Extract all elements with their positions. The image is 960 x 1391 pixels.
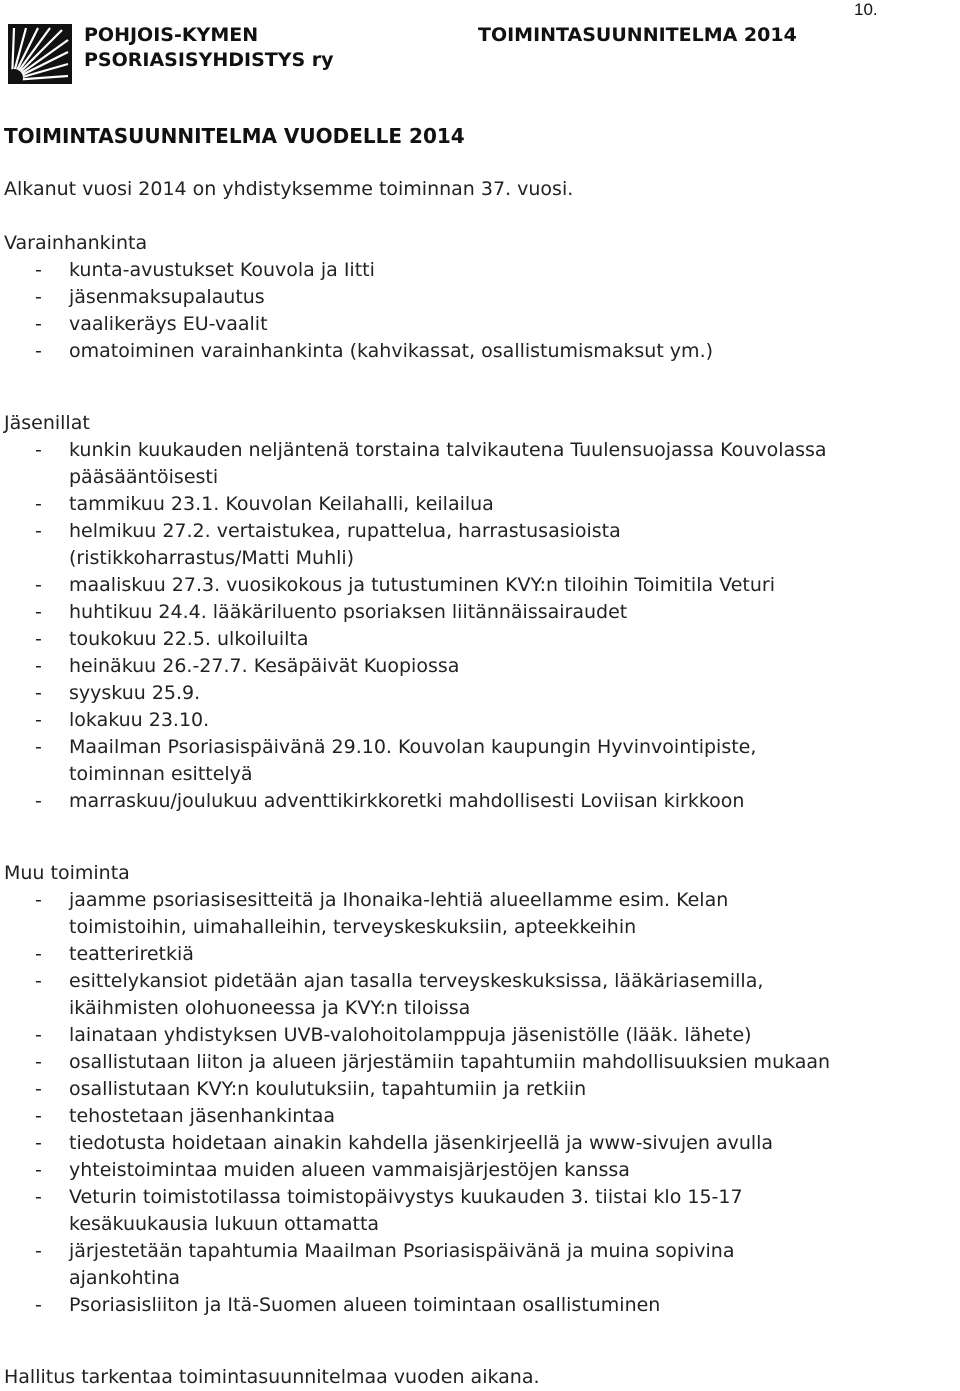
bullet-dash: - (35, 1132, 42, 1154)
list-item (4, 968, 830, 1022)
closing-text: Hallitus tarkentaa toimintasuunnitelmaa vuoden aikana. (4, 1366, 540, 1388)
bullet-dash: - (35, 313, 42, 335)
bullet-dash: - (35, 493, 42, 515)
list-item (4, 1049, 830, 1076)
list-item-text: esittelykansiot pidetään ajan tasalla terveyskeskuksissa, lääkäriasemilla, (69, 970, 764, 992)
list-item (4, 788, 827, 815)
bullet-dash: - (35, 1186, 42, 1208)
list-item-text: kunta-avustukset Kouvola ja Iitti (69, 259, 375, 281)
list-item (4, 437, 827, 491)
list-item (4, 1103, 830, 1130)
section-heading-other: Muu toiminta (4, 862, 130, 884)
list-item-text: osallistutaan KVY:n koulutuksiin, tapahtumiin ja retkiin (69, 1078, 587, 1100)
list-item-text: toukokuu 22.5. ulkoiluilta (69, 628, 309, 650)
list-item-text: tammikuu 23.1. Kouvolan Keilahalli, keilailua (69, 493, 494, 515)
list-item-continuation: toiminnan esittelyä (69, 763, 253, 785)
list-item-continuation: kesäkuukausia lukuun ottamatta (69, 1213, 380, 1235)
list-item-text: teatteriretkiä (69, 943, 194, 965)
list-item (4, 572, 827, 599)
bullet-dash: - (35, 970, 42, 992)
list-item (4, 518, 827, 572)
section-heading-member-evenings: Jäsenillat (4, 412, 90, 434)
bullet-dash: - (35, 340, 42, 362)
list-item (4, 1292, 830, 1319)
bullet-dash: - (35, 709, 42, 731)
list-item (4, 734, 827, 788)
bullet-dash: - (35, 790, 42, 812)
list-item (4, 1238, 830, 1292)
bullet-dash: - (35, 1294, 42, 1316)
list-item-text: huhtikuu 24.4. lääkäriluento psoriaksen liitännäissairaudet (69, 601, 628, 623)
bullet-dash: - (35, 286, 42, 308)
list-item-text: jäsenmaksupalautus (69, 286, 265, 308)
list-item-text: Veturin toimistotilassa toimistopäivystys kuukauden 3. tiistai klo 15-17 (69, 1186, 743, 1208)
list-item (4, 941, 830, 968)
bullet-dash: - (35, 1240, 42, 1262)
list-item (4, 1157, 830, 1184)
list-item-text: syyskuu 25.9. (69, 682, 201, 704)
list-item-text: omatoiminen varainhankinta (kahvikassat, osallistumismaksut ym.) (69, 340, 714, 362)
sun-rays-logo-icon (8, 24, 72, 84)
bullet-dash: - (35, 520, 42, 542)
list-item-continuation: ajankohtina (69, 1267, 181, 1289)
list-item-text: marraskuu/joulukuu adventtikirkkoretki mahdollisesti Loviisan kirkkoon (69, 790, 745, 812)
fundraising-list (4, 257, 713, 365)
bullet-dash: - (35, 889, 42, 911)
page-header (0, 0, 960, 96)
list-item-continuation: (ristikkoharrastus/Matti Muhli) (69, 547, 355, 569)
bullet-dash: - (35, 259, 42, 281)
list-item (4, 626, 827, 653)
list-item (4, 491, 827, 518)
other-activities-list (4, 887, 830, 1319)
list-item-text: osallistutaan liiton ja alueen järjestämiin tapahtumiin mahdollisuuksien mukaan (69, 1051, 831, 1073)
bullet-dash: - (35, 628, 42, 650)
list-item (4, 1076, 830, 1103)
list-item-text: lainataan yhdistyksen UVB-valohoitolamppuja jäsenistölle (lääk. lähete) (69, 1024, 752, 1046)
list-item-text: vaalikeräys EU-vaalit (69, 313, 268, 335)
section-heading-fundraising: Varainhankinta (4, 232, 148, 254)
list-item-text: helmikuu 27.2. vertaistukea, rupattelua, harrastusasioista (69, 520, 621, 542)
bullet-dash: - (35, 601, 42, 623)
bullet-dash: - (35, 1105, 42, 1127)
bullet-dash: - (35, 736, 42, 758)
list-item-continuation: ikäihmisten olohuoneessa ja KVY:n tiloissa (69, 997, 471, 1019)
list-item-text: lokakuu 23.10. (69, 709, 210, 731)
member-evenings-list (4, 437, 827, 815)
list-item (4, 1022, 830, 1049)
list-item (4, 284, 713, 311)
organization-name (84, 23, 334, 73)
list-item-text: yhteistoimintaa muiden alueen vammaisjärjestöjen kanssa (69, 1159, 630, 1181)
document-title: TOIMINTASUUNNITELMA VUODELLE 2014 (4, 124, 465, 148)
bullet-dash: - (35, 1051, 42, 1073)
list-item-text: Psoriasisliiton ja Itä-Suomen alueen toimintaan osallistuminen (69, 1294, 661, 1316)
list-item (4, 599, 827, 626)
bullet-dash: - (35, 574, 42, 596)
list-item-continuation: pääsääntöisesti (69, 466, 219, 488)
list-item (4, 653, 827, 680)
header-title: TOIMINTASUUNNITELMA 2014 (478, 24, 797, 46)
bullet-dash: - (35, 943, 42, 965)
list-item (4, 887, 830, 941)
list-item-text: maaliskuu 27.3. vuosikokous ja tutustuminen KVY:n tiloihin Toimitila Veturi (69, 574, 775, 596)
bullet-dash: - (35, 682, 42, 704)
list-item (4, 257, 713, 284)
list-item (4, 338, 713, 365)
bullet-dash: - (35, 439, 42, 461)
list-item-text: järjestetään tapahtumia Maailman Psoriasispäivänä ja muina sopivina (69, 1240, 735, 1262)
intro-text: Alkanut vuosi 2014 on yhdistyksemme toiminnan 37. vuosi. (4, 178, 574, 200)
list-item-text: tehostetaan jäsenhankintaa (69, 1105, 335, 1127)
list-item (4, 680, 827, 707)
list-item (4, 1130, 830, 1157)
bullet-dash: - (35, 1159, 42, 1181)
list-item (4, 1184, 830, 1238)
list-item-text: tiedotusta hoidetaan ainakin kahdella jäsenkirjeellä ja www-sivujen avulla (69, 1132, 774, 1154)
bullet-dash: - (35, 1078, 42, 1100)
list-item-continuation: toimistoihin, uimahalleihin, terveyskeskuksiin, apteekkeihin (69, 916, 637, 938)
list-item-text: heinäkuu 26.-27.7. Kesäpäivät Kuopiossa (69, 655, 460, 677)
list-item-text: jaamme psoriasisesitteitä ja Ihonaika-lehtiä alueellamme esim. Kelan (69, 889, 729, 911)
bullet-dash: - (35, 655, 42, 677)
list-item (4, 707, 827, 734)
bullet-dash: - (35, 1024, 42, 1046)
list-item-text: Maailman Psoriasispäivänä 29.10. Kouvolan kaupungin Hyvinvointipiste, (69, 736, 757, 758)
page-number: 10. (854, 0, 878, 19)
list-item-text: kunkin kuukauden neljäntenä torstaina talvikautena Tuulensuojassa Kouvolassa (69, 439, 827, 461)
list-item (4, 311, 713, 338)
organization-name-line1: POHJOIS-KYMEN (84, 24, 259, 46)
organization-name-line2: PSORIASISYHDISTYS ry (84, 49, 334, 71)
